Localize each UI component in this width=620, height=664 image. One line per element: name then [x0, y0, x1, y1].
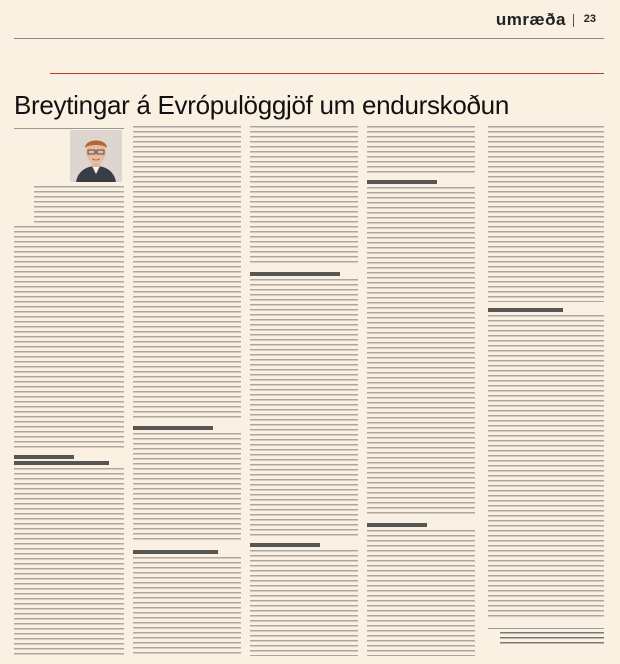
portrait-illustration [70, 130, 122, 182]
subhead-col3b [250, 543, 320, 547]
body-column-1a [14, 186, 124, 448]
body-column-1b [14, 468, 124, 656]
subhead-col4 [367, 180, 437, 184]
top-rule [14, 38, 604, 39]
byline-rule [14, 128, 124, 129]
author-portrait [70, 130, 122, 182]
body-column-5b [488, 315, 604, 620]
section-name: umræða [495, 10, 566, 29]
body-column-5a [488, 126, 604, 302]
footer-rule [488, 628, 604, 629]
body-column-4b [367, 187, 475, 517]
body-column-4a [367, 126, 475, 174]
body-column-2b [133, 433, 241, 543]
page-separator [573, 14, 574, 27]
subhead-col4b [367, 523, 427, 527]
body-column-2c [133, 557, 241, 656]
subhead-col5 [488, 308, 563, 312]
subhead-col1 [14, 455, 74, 459]
body-column-4c [367, 530, 475, 656]
subhead-col2b [133, 550, 218, 554]
kicker-rule [50, 73, 604, 74]
body-column-3a [250, 126, 358, 266]
masthead [14, 8, 604, 38]
body-column-2a [133, 126, 241, 420]
body-column-3c [250, 550, 358, 656]
page-number: 23 [583, 13, 596, 25]
author-footnote [500, 632, 604, 646]
body-column-3b [250, 279, 358, 537]
subhead-col2 [133, 426, 213, 430]
subhead-col1b [14, 461, 109, 465]
subhead-col3 [250, 272, 340, 276]
article-headline: Breytingar á Evrópulöggjöf um endurskoðun [14, 90, 510, 120]
